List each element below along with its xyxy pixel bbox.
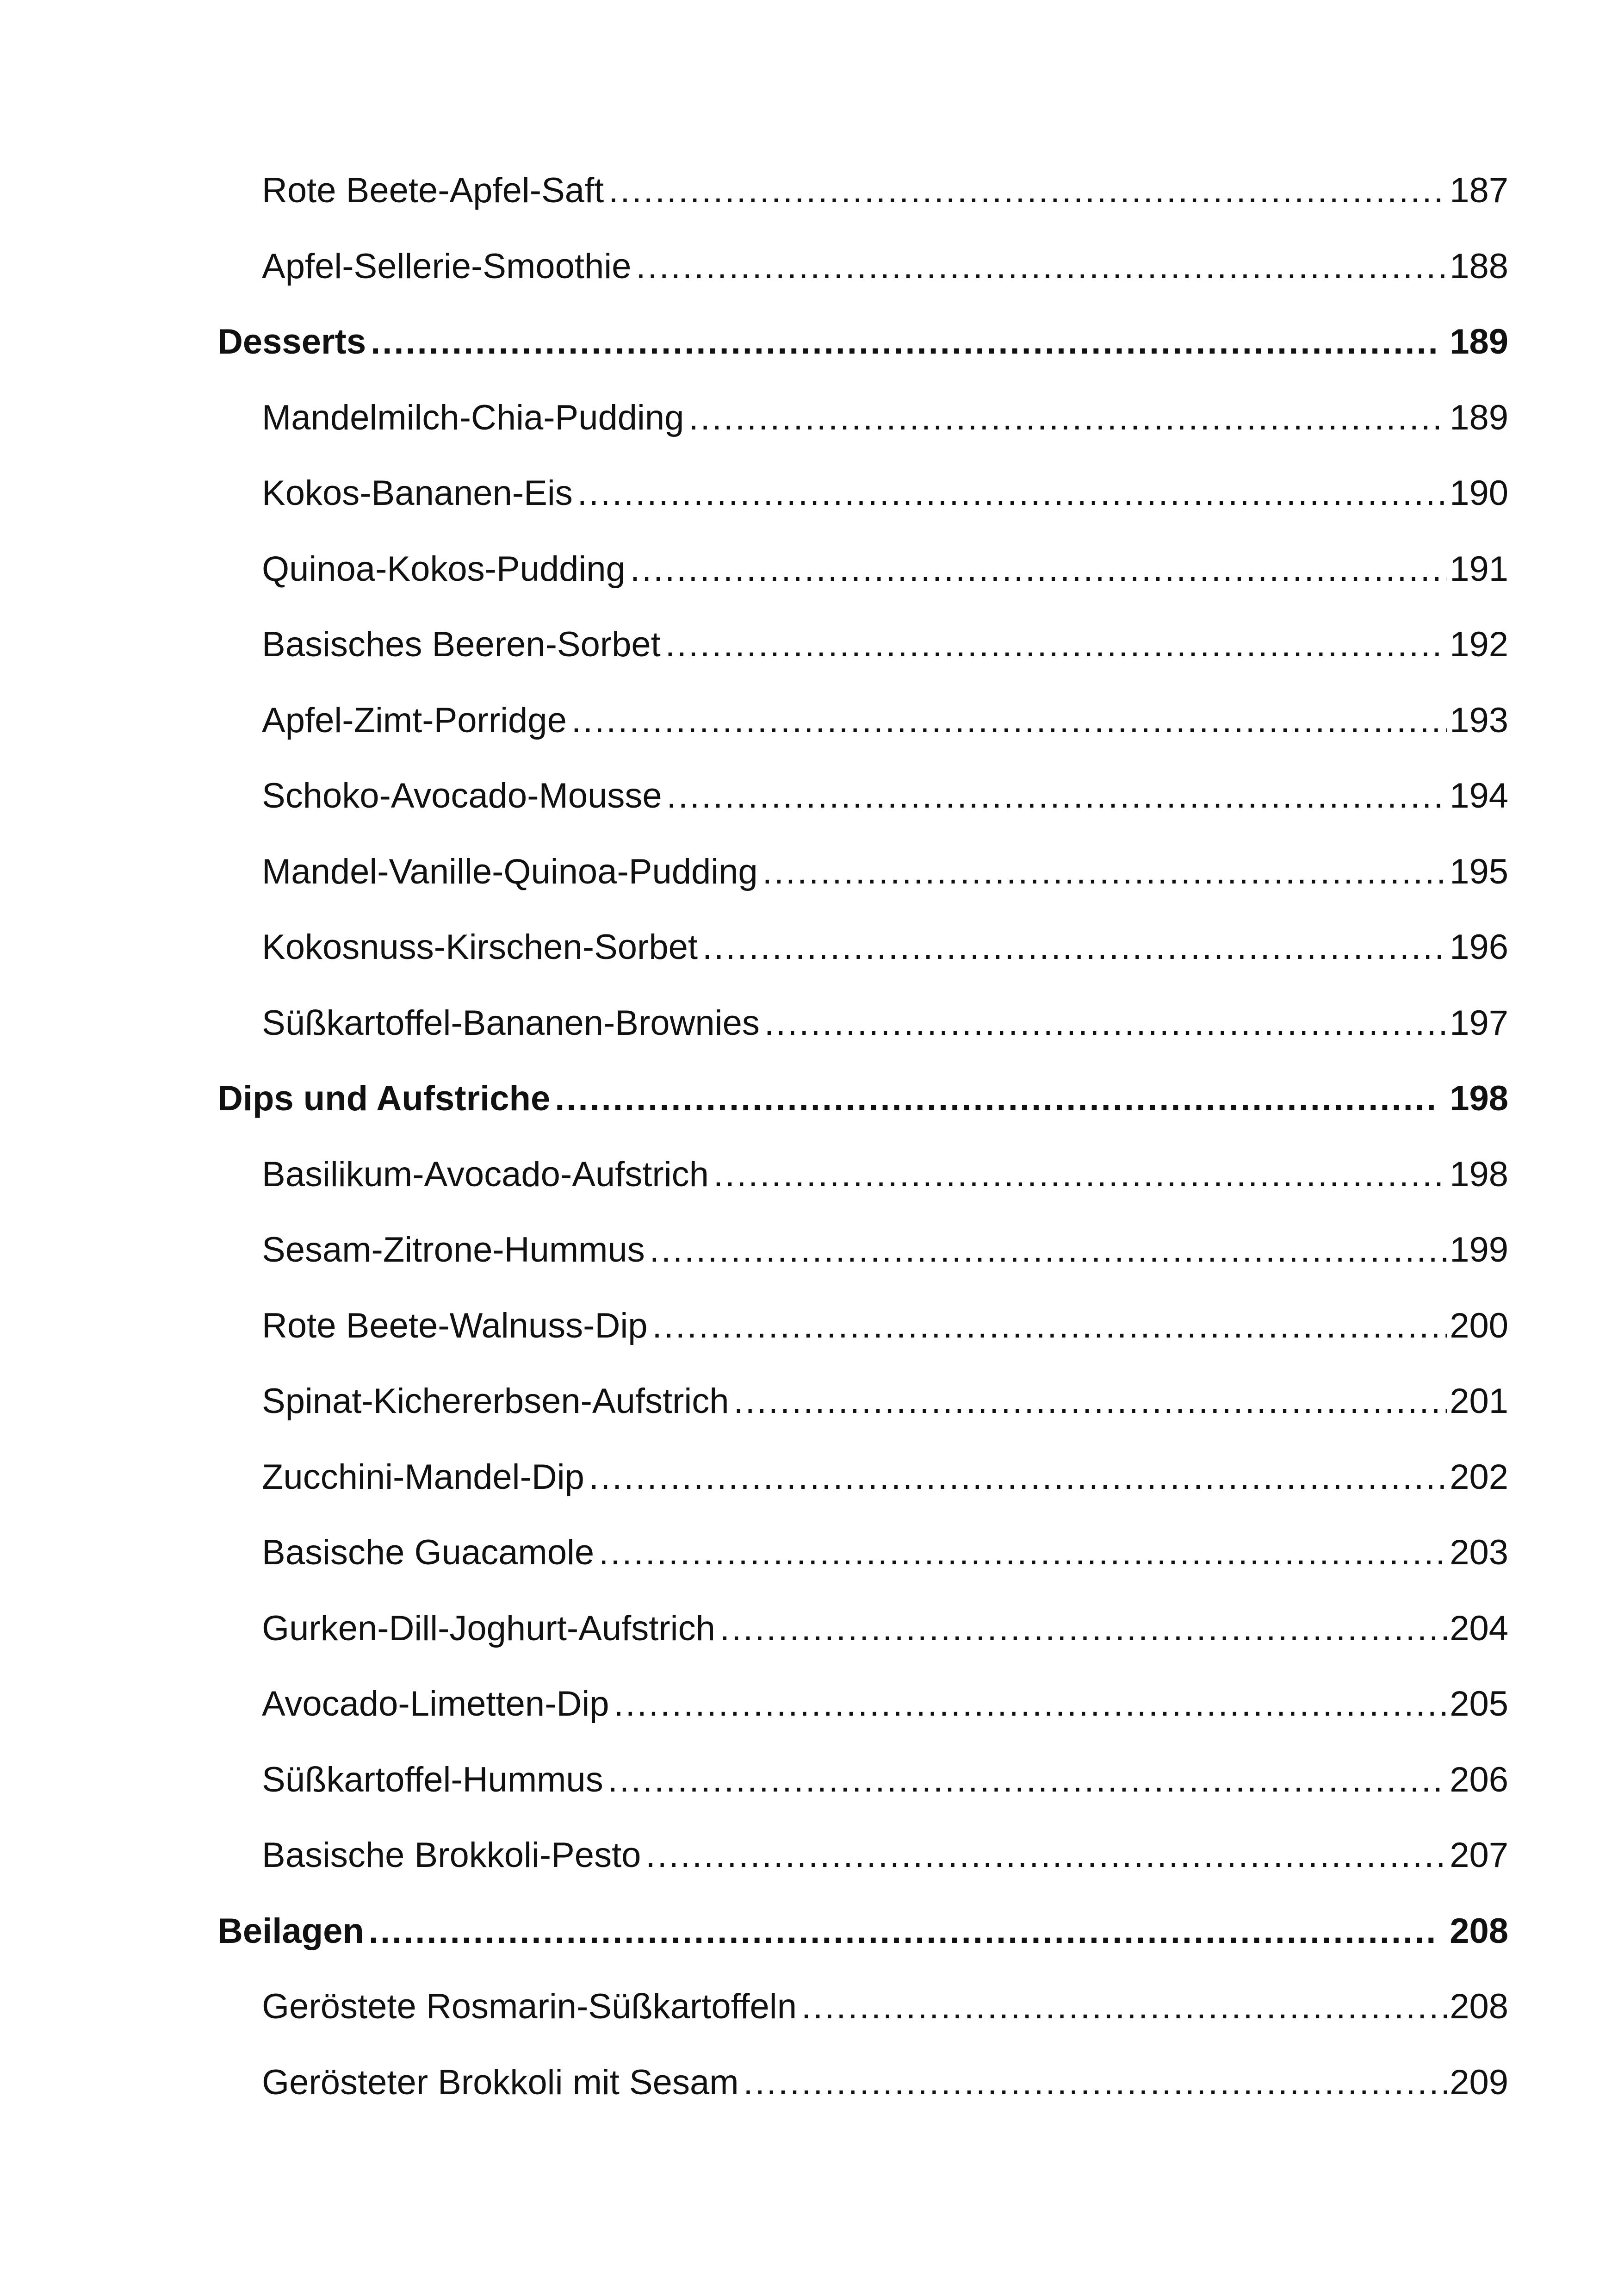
toc-entry-page-number: 192 xyxy=(1450,625,1508,664)
dot-leader xyxy=(599,1515,1447,1591)
toc-entry-page-number: 195 xyxy=(1450,852,1508,891)
toc-entry-title: Spinat-Kichererbsen-Aufstrich xyxy=(262,1381,729,1421)
toc-entry-page-number: 205 xyxy=(1450,1684,1508,1724)
dot-leader xyxy=(652,1288,1447,1364)
toc-entry-title: Süßkartoffel-Hummus xyxy=(262,1760,603,1799)
dot-leader xyxy=(589,1439,1447,1515)
dot-leader xyxy=(614,1666,1447,1742)
toc-entry-page-number: 201 xyxy=(1450,1381,1508,1421)
toc-section-page-number: 208 xyxy=(1450,1911,1508,1951)
dot-leader xyxy=(571,683,1447,759)
toc-entry-page-number: 193 xyxy=(1450,700,1508,740)
toc-entry-title: Gerösteter Brokkoli mit Sesam xyxy=(262,2062,739,2102)
dot-leader xyxy=(667,758,1447,834)
toc-section-page-number: 198 xyxy=(1450,1079,1508,1118)
toc-entry-title: Basische Brokkoli-Pesto xyxy=(262,1836,641,1875)
toc-entry[interactable] xyxy=(217,1742,1508,1818)
dot-leader xyxy=(702,909,1447,985)
toc-entry-title: Süßkartoffel-Bananen-Brownies xyxy=(262,1003,760,1043)
toc-entry[interactable] xyxy=(217,455,1508,531)
toc-entry[interactable] xyxy=(217,1666,1508,1742)
toc-entry-title: Sesam-Zitrone-Hummus xyxy=(262,1230,645,1269)
toc-entry-page-number: 191 xyxy=(1450,549,1508,589)
toc-section-heading[interactable] xyxy=(217,304,1508,380)
toc-entry-page-number: 187 xyxy=(1450,171,1508,210)
toc-entry-page-number: 203 xyxy=(1450,1533,1508,1572)
toc-section-heading[interactable] xyxy=(217,1061,1508,1137)
toc-entry[interactable] xyxy=(217,2045,1508,2121)
toc-entry-title: Apfel-Sellerie-Smoothie xyxy=(262,246,632,286)
toc-entry[interactable] xyxy=(217,1137,1508,1213)
toc-section-heading[interactable] xyxy=(217,1893,1508,1969)
toc-entry-title: Schoko-Avocado-Mousse xyxy=(262,776,662,815)
toc-entry[interactable] xyxy=(217,1288,1508,1364)
toc-entry-title: Quinoa-Kokos-Pudding xyxy=(262,549,626,589)
toc-entry-page-number: 202 xyxy=(1450,1457,1508,1497)
toc-section-page-number: 189 xyxy=(1450,322,1508,361)
dot-leader xyxy=(650,1212,1447,1288)
toc-section-title: Dips und Aufstriche xyxy=(217,1079,551,1118)
dot-leader xyxy=(636,229,1447,305)
dot-leader xyxy=(720,1591,1447,1667)
toc-entry-page-number: 194 xyxy=(1450,776,1508,815)
toc-entry-page-number: 200 xyxy=(1450,1306,1508,1345)
toc-entry-page-number: 190 xyxy=(1450,473,1508,513)
toc-entry-page-number: 207 xyxy=(1450,1836,1508,1875)
dot-leader xyxy=(665,607,1447,683)
toc-entry-page-number: 197 xyxy=(1450,1003,1508,1043)
toc-entry-title: Kokosnuss-Kirschen-Sorbet xyxy=(262,927,698,967)
toc-entry[interactable] xyxy=(217,909,1508,985)
table-of-contents xyxy=(217,153,1508,2120)
dot-leader xyxy=(763,834,1447,910)
toc-entry[interactable] xyxy=(217,834,1508,910)
dot-leader xyxy=(688,380,1447,456)
dot-leader xyxy=(764,985,1447,1061)
toc-section-title: Desserts xyxy=(217,322,366,361)
toc-entry-page-number: 206 xyxy=(1450,1760,1508,1799)
dot-leader xyxy=(369,1893,1438,1969)
toc-entry-title: Apfel-Zimt-Porridge xyxy=(262,700,567,740)
toc-entry-page-number: 208 xyxy=(1450,1987,1508,2026)
toc-entry-title: Kokos-Bananen-Eis xyxy=(262,473,573,513)
toc-entry-page-number: 199 xyxy=(1450,1230,1508,1269)
toc-entry-title: Basilikum-Avocado-Aufstrich xyxy=(262,1154,709,1194)
dot-leader xyxy=(734,1363,1447,1439)
toc-entry[interactable] xyxy=(217,229,1508,305)
toc-entry-title: Mandel-Vanille-Quinoa-Pudding xyxy=(262,852,758,891)
toc-entry[interactable] xyxy=(217,683,1508,759)
dot-leader xyxy=(744,2045,1447,2121)
toc-entry-title: Basisches Beeren-Sorbet xyxy=(262,625,661,664)
dot-leader xyxy=(371,304,1438,380)
toc-entry-title: Mandelmilch-Chia-Pudding xyxy=(262,398,684,437)
toc-entry[interactable] xyxy=(217,1212,1508,1288)
toc-entry-page-number: 198 xyxy=(1450,1154,1508,1194)
toc-entry[interactable] xyxy=(217,985,1508,1061)
toc-entry[interactable] xyxy=(217,1817,1508,1893)
toc-entry[interactable] xyxy=(217,1439,1508,1515)
toc-entry-title: Basische Guacamole xyxy=(262,1533,595,1572)
toc-entry[interactable] xyxy=(217,607,1508,683)
toc-entry-title: Geröstete Rosmarin-Süßkartoffeln xyxy=(262,1987,797,2026)
toc-entry-title: Rote Beete-Apfel-Saft xyxy=(262,171,604,210)
toc-entry[interactable] xyxy=(217,1591,1508,1667)
toc-entry[interactable] xyxy=(217,1515,1508,1591)
dot-leader xyxy=(555,1061,1438,1137)
toc-entry[interactable] xyxy=(217,531,1508,607)
toc-entry-page-number: 188 xyxy=(1450,246,1508,286)
toc-entry-page-number: 209 xyxy=(1450,2062,1508,2102)
toc-entry[interactable] xyxy=(217,380,1508,456)
toc-entry-page-number: 196 xyxy=(1450,927,1508,967)
toc-section-title: Beilagen xyxy=(217,1911,364,1951)
dot-leader xyxy=(608,153,1447,229)
toc-entry[interactable] xyxy=(217,1363,1508,1439)
toc-entry[interactable] xyxy=(217,758,1508,834)
toc-entry-title: Rote Beete-Walnuss-Dip xyxy=(262,1306,648,1345)
toc-entry[interactable] xyxy=(217,1969,1508,2045)
dot-leader xyxy=(630,531,1447,607)
dot-leader xyxy=(801,1969,1447,2045)
dot-leader xyxy=(713,1137,1447,1213)
toc-entry-page-number: 204 xyxy=(1450,1608,1508,1648)
toc-entry-title: Zucchini-Mandel-Dip xyxy=(262,1457,584,1497)
dot-leader xyxy=(608,1742,1447,1818)
dot-leader xyxy=(645,1817,1447,1893)
toc-entry[interactable] xyxy=(217,153,1508,229)
toc-entry-title: Gurken-Dill-Joghurt-Aufstrich xyxy=(262,1608,715,1648)
dot-leader xyxy=(577,455,1447,531)
toc-entry-title: Avocado-Limetten-Dip xyxy=(262,1684,609,1724)
toc-entry-page-number: 189 xyxy=(1450,398,1508,437)
